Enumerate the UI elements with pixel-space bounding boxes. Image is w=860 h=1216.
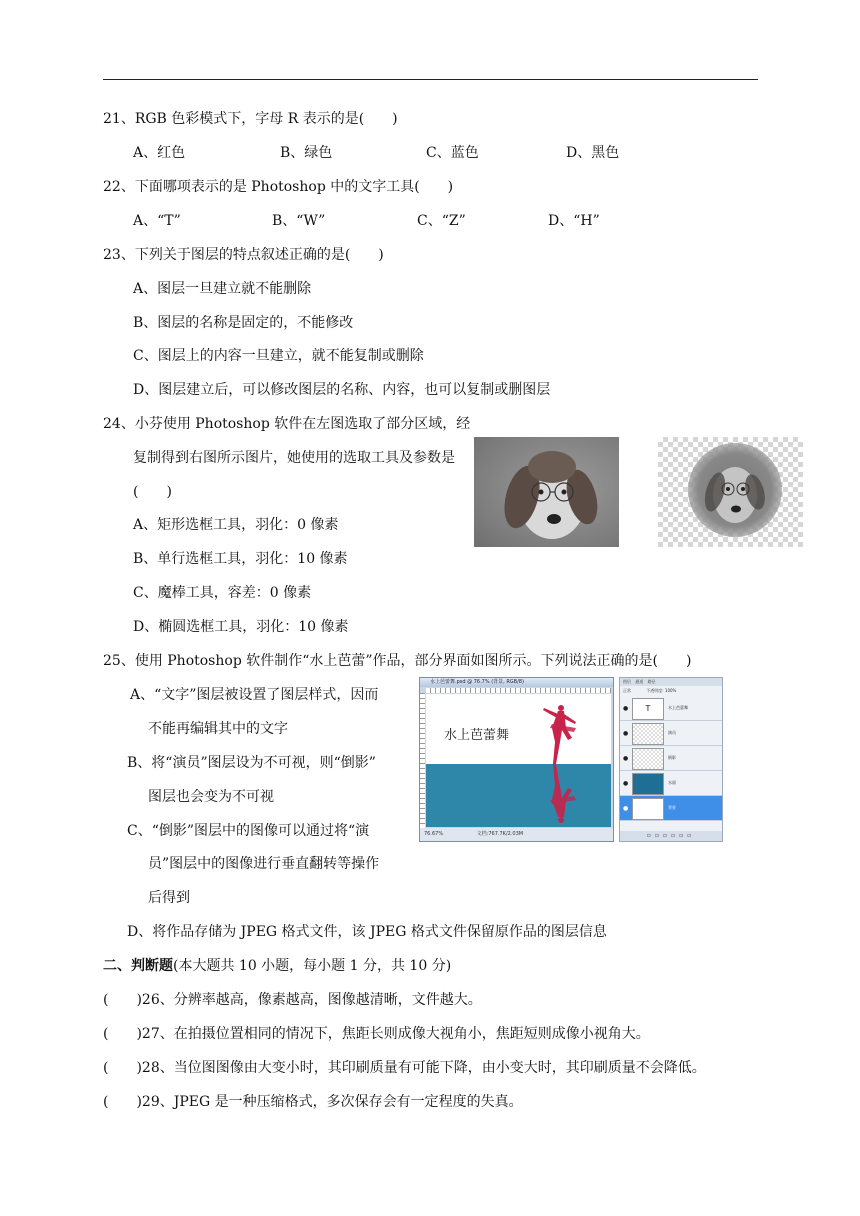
section2-heading-note: (本大题共 10 小题，每小题 1 分，共 10 分) (173, 958, 452, 974)
q22-option-a: A、“T” (133, 213, 181, 229)
ps-status-bar (420, 828, 613, 841)
dog-illustration (474, 437, 619, 547)
blend-mode: 正常 (623, 688, 631, 693)
layer-row-background (620, 796, 722, 821)
q23-stem: 23、下列关于图层的特点叙述正确的是( ) (103, 247, 384, 263)
q23-option-c: C、图层上的内容一旦建立，就不能复制或删除 (133, 348, 424, 364)
q24-stem-line3: ( ) (133, 484, 172, 500)
visibility-eye-icon: ● (623, 755, 629, 762)
q25-option-d: D、将作品存储为 JPEG 格式文件，该 JPEG 格式文件保留原作品的图层信息 (127, 924, 607, 940)
q23-option-b: B、图层的名称是固定的，不能修改 (133, 315, 354, 331)
layer-thumb-water (632, 773, 664, 795)
visibility-eye-icon: ● (623, 705, 629, 712)
visibility-eye-icon: ● (623, 730, 629, 737)
layer-row-text (620, 696, 722, 721)
q21-option-a: A、红色 (133, 145, 186, 161)
dog-cropped-illustration (658, 437, 803, 547)
layer-row-reflection (620, 746, 722, 771)
ps-ruler-top (426, 688, 611, 693)
judge-item-27: ( )27、在拍摄位置相同的情况下，焦距长则成像大视角小，焦距短则成像小视角大。 (103, 1026, 650, 1042)
layer-name: 水上芭蕾舞 (668, 705, 688, 710)
q24-stem-line1: 24、小芬使用 Photoshop 软件在左图选取了部分区域，经 (103, 416, 471, 432)
dog-cropped-image (658, 437, 803, 547)
q25-option-a-line2: 不能再编辑其中的文字 (148, 721, 288, 737)
photoshop-document-window (419, 677, 614, 842)
q21-option-d: D、黑色 (566, 145, 620, 161)
photoshop-layers-panel (619, 677, 723, 842)
q22-option-c: C、“Z” (417, 213, 466, 229)
header-rule (103, 79, 758, 80)
layers-panel-tabs (620, 678, 722, 686)
layers-blend-row (620, 686, 722, 695)
layers-panel-footer-icons: ▫▫▫▫▫▫ (620, 831, 722, 841)
q21-option-b: B、绿色 (280, 145, 333, 161)
q21-option-c: C、蓝色 (426, 145, 479, 161)
q22-option-b: B、“W” (272, 213, 326, 229)
q24-option-d: D、椭圆选框工具，羽化：10 像素 (133, 619, 349, 635)
q25-option-b-line2: 图层也会变为不可视 (148, 789, 274, 805)
q25-option-c-line3: 后得到 (148, 890, 190, 906)
judge-item-28: ( )28、当位图图像由大变小时，其印刷质量有可能下降，由小变大时，其印刷质量不会降低。 (103, 1060, 706, 1076)
ps-window-title: 水上芭蕾舞.psd @ 76.7% (背景, RGB/8) (420, 678, 613, 687)
ps-ruler-left (420, 693, 425, 828)
q25-stem: 25、使用 Photoshop 软件制作“水上芭蕾”作品，部分界面如图所示。下列说法正确的是( ) (103, 653, 692, 669)
judge-item-26: ( )26、分辨率越高，像素越高，图像越清晰，文件越大。 (103, 992, 482, 1008)
judge-item-29: ( )29、JPEG 是一种压缩格式，多次保存会有一定程度的失真。 (103, 1094, 523, 1110)
section2-heading-title: 二、判断题 (103, 958, 173, 974)
q21-stem: 21、RGB 色彩模式下，字母 R 表示的是( ) (103, 111, 398, 127)
layer-row-water (620, 771, 722, 796)
ps-zoom-readout: 76.67% (424, 831, 444, 837)
dog-original-image (474, 437, 619, 547)
section2-heading (103, 957, 451, 975)
q25-option-b-line1: B、将“演员”图层设为不可视，则“倒影” (127, 755, 376, 771)
q24-option-c: C、魔棒工具，容差：0 像素 (133, 585, 312, 601)
q23-option-d: D、图层建立后，可以修改图层的名称、内容，也可以复制或删图层 (133, 382, 551, 398)
layer-name: 演员 (668, 730, 676, 735)
tab-channels: 通道 (635, 679, 644, 684)
q24-option-b: B、单行选框工具，羽化：10 像素 (133, 551, 348, 567)
tab-layers: 图层 (623, 679, 631, 684)
layer-row-actor (620, 721, 722, 746)
layer-thumb-background (632, 798, 664, 820)
visibility-eye-icon: ● (623, 805, 629, 812)
q23-option-a: A、图层一旦建立就不能删除 (133, 281, 312, 297)
artwork-title-text: 水上芭蕾舞 (444, 728, 510, 743)
q22-stem: 22、下面哪项表示的是 Photoshop 中的文字工具( ) (103, 179, 454, 195)
layer-name: 背景 (668, 805, 676, 810)
q25-option-c-line1: C、“倒影”图层中的图像可以通过将“演 (127, 823, 370, 839)
ps-canvas (426, 694, 611, 827)
layer-name: 倒影 (668, 755, 676, 760)
ps-doc-size: 文档:767.7K/2.03M (476, 831, 524, 837)
layer-name: 水面 (668, 780, 676, 785)
q24-option-a: A、矩形选框工具，羽化：0 像素 (133, 517, 339, 533)
q25-option-c-line2: 员”图层中的图像进行垂直翻转等操作 (148, 856, 380, 872)
layer-thumb-actor (632, 723, 664, 745)
ballerina-figure (426, 694, 611, 827)
opacity-readout: 不透明度: 100% (646, 688, 677, 693)
layer-thumb-reflection (632, 748, 664, 770)
layer-thumb-text: T (632, 698, 664, 720)
visibility-eye-icon: ● (623, 780, 629, 787)
tab-paths: 路径 (647, 679, 656, 684)
q24-stem-line2: 复制得到右图所示图片，她使用的选取工具及参数是 (133, 450, 455, 466)
q25-option-a-line1: A、“文字”图层被设置了图层样式，因而 (130, 687, 379, 703)
q22-option-d: D、“H” (548, 213, 600, 229)
